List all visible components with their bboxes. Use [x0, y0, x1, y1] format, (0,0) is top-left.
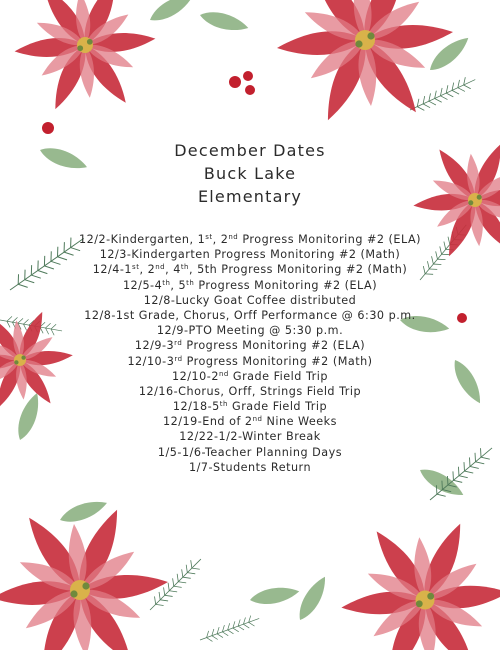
list-item: 12/22-1/2-Winter Break [179, 430, 321, 444]
list-item: 12/10-2nd Grade Field Trip [172, 369, 328, 383]
list-item: 12/8-Lucky Goat Coffee distributed [143, 293, 357, 307]
list-item: 12/5-4th, 5th Progress Monitoring #2 (ELA) [122, 278, 378, 292]
list-item: 12/18-5th Grade Field Trip [172, 400, 328, 414]
title-line-2: Buck Lake [203, 164, 297, 183]
list-item: 12/4-1st, 2nd, 4th, 5th Progress Monitoring #2 (Math) [92, 263, 408, 277]
list-item: 12/9-PTO Meeting @ 5:30 p.m. [156, 324, 344, 338]
list-item: 1/5-1/6-Teacher Planning Days [157, 445, 343, 459]
list-item: 1/7-Students Return [188, 460, 312, 474]
list-item: 12/3-Kindergarten Progress Monitoring #2 (Math) [99, 248, 401, 262]
page-title [0, 139, 500, 208]
list-item: 12/19-End of 2nd Nine Weeks [163, 415, 337, 429]
title-line-3: Elementary [197, 187, 303, 206]
dates-list [0, 232, 500, 475]
list-item: 12/8-1st Grade, Chorus, Orff Performance @ 6:30 p.m. [84, 308, 416, 322]
list-item: 12/10-3rd Progress Monitoring #2 (Math) [127, 354, 373, 368]
title-line-1: December Dates [174, 141, 326, 160]
list-item: 12/9-3rd Progress Monitoring #2 (ELA) [134, 339, 366, 353]
list-item: 12/2-Kindergarten, 1st, 2nd Progress Monitoring #2 (ELA) [79, 233, 421, 246]
list-item: 12/16-Chorus, Orff, Strings Field Trip [138, 384, 362, 398]
